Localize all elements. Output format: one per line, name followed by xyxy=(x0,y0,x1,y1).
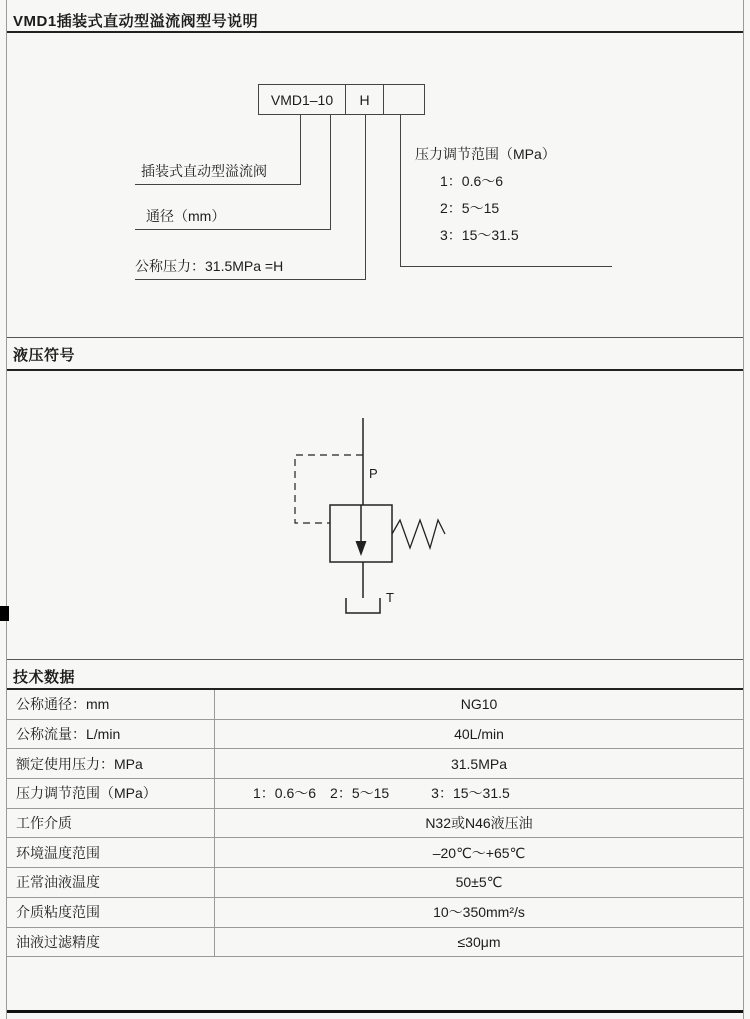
row-value: 31.5MPa xyxy=(450,755,508,772)
table-row xyxy=(7,838,743,868)
row-label: 环境温度范围 xyxy=(7,838,215,867)
row-value: 50±5℃ xyxy=(455,873,503,890)
table-row xyxy=(7,720,743,750)
row-value: –20℃～+65℃ xyxy=(432,844,526,861)
page-border-right xyxy=(743,0,744,1019)
table-row xyxy=(7,779,743,809)
model-code-box xyxy=(258,84,425,115)
row-value: 40L/min xyxy=(454,726,504,743)
page-bottom-rule xyxy=(7,1010,743,1013)
rule-under-model-title xyxy=(7,31,743,33)
label-nominal-pressure: 公称压力：31.5MPa =H xyxy=(135,258,284,274)
pressure-range-item: 3：15～31.5 xyxy=(440,227,519,243)
row-label: 公称流量：L/min xyxy=(7,720,215,749)
row-label: 正常油液温度 xyxy=(7,868,215,897)
port-label-t: T xyxy=(386,590,394,605)
row-value: ≤30μm xyxy=(457,933,501,950)
model-code-cell-pressure: H xyxy=(346,85,384,114)
row-label: 工作介质 xyxy=(7,809,215,838)
connector-line xyxy=(365,115,366,279)
port-label-p: P xyxy=(369,466,378,481)
section-divider xyxy=(7,659,743,660)
label-pressure-range-title: 压力调节范围（MPa） xyxy=(415,146,556,162)
table-row xyxy=(7,749,743,779)
model-code-cell-base: VMD1–10 xyxy=(259,85,346,114)
row-value: N32或N46液压油 xyxy=(425,815,533,832)
label-cartridge-valve: 插装式直动型溢流阀 xyxy=(141,163,267,179)
pressure-range-item: 1：0.6～6 xyxy=(440,173,504,189)
connector-line xyxy=(135,279,366,280)
technical-data-table xyxy=(7,688,743,957)
connector-line xyxy=(300,115,301,184)
row-value: 10～350mm²/s xyxy=(433,904,525,921)
table-row xyxy=(7,898,743,928)
model-code-cell-range xyxy=(384,85,424,114)
connector-line xyxy=(135,184,301,185)
row-value: 1：0.6～6 2：5～15 3：15～31.5 xyxy=(253,785,510,802)
print-registration-mark xyxy=(0,606,9,621)
table-row xyxy=(7,868,743,898)
table-row xyxy=(7,928,743,958)
section-title-model: VMD1插装式直动型溢流阀型号说明 xyxy=(13,13,259,30)
section-divider xyxy=(7,337,743,338)
section-title-symbol: 液压符号 xyxy=(13,347,76,364)
row-label: 额定使用压力：MPa xyxy=(7,749,215,778)
connector-line xyxy=(330,115,331,229)
row-label: 公称通径：mm xyxy=(7,690,215,719)
row-label: 油液过滤精度 xyxy=(7,928,215,957)
row-label: 介质粘度范围 xyxy=(7,898,215,927)
pressure-range-item: 2：5～15 xyxy=(440,200,500,216)
connector-line xyxy=(135,229,331,230)
row-label: 压力调节范围（MPa） xyxy=(7,779,215,808)
label-nominal-diameter: 通径（mm） xyxy=(146,208,226,224)
table-row xyxy=(7,690,743,720)
connector-line xyxy=(400,266,612,267)
rule-under-symbol-title xyxy=(7,369,743,371)
hydraulic-symbol-drawing xyxy=(270,408,460,620)
table-row xyxy=(7,809,743,839)
connector-line xyxy=(400,115,401,266)
row-value: NG10 xyxy=(460,696,498,713)
section-title-data: 技术数据 xyxy=(13,669,76,686)
